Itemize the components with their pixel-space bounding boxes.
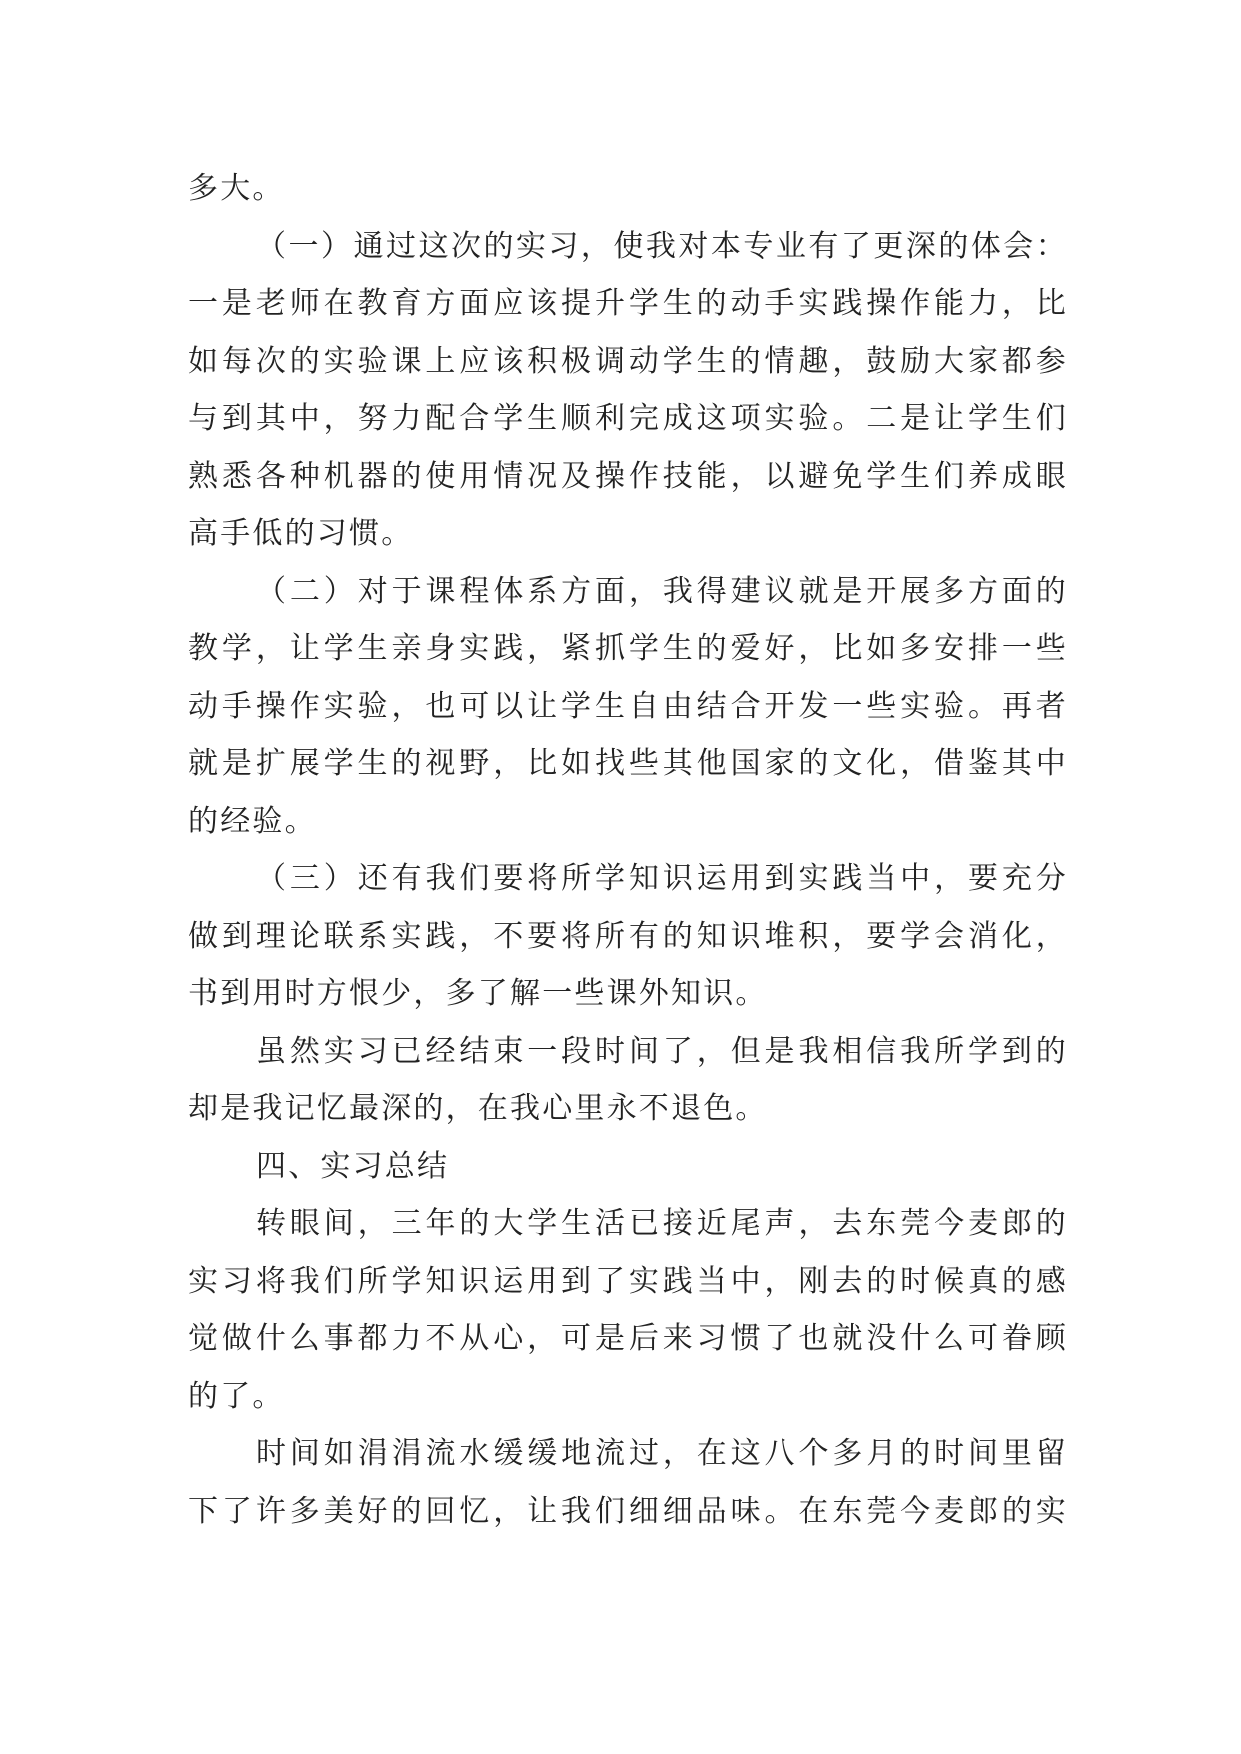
text-line: 动手操作实验，也可以让学生自由结合开发一些实验。再者 <box>188 688 1068 724</box>
text-line: 高手低的习惯。 <box>188 516 414 551</box>
text-line: 一是老师在教育方面应该提升学生的动手实践操作能力，比 <box>188 286 1068 321</box>
text-line: 熟悉各种机器的使用情况及操作技能，以避免学生们养成眼 <box>188 458 1068 494</box>
text-line: 如每次的实验课上应该积极调动学生的情趣，鼓励大家都参 <box>188 343 1068 379</box>
text-line: 时间如涓涓流水缓缓地流过，在这八个多月的时间里留 <box>256 1436 1068 1471</box>
text-line: 却是我记忆最深的，在我心里永不退色。 <box>188 1091 768 1126</box>
text-line: 书到用时方恨少，多了解一些课外知识。 <box>188 976 768 1011</box>
text-line: 下了许多美好的回忆，让我们细细品味。在东莞今麦郎的实 <box>188 1493 1068 1529</box>
text-line: 做到理论联系实践，不要将所有的知识堆积，要学会消化， <box>188 918 1068 954</box>
text-line: （二）对于课程体系方面，我得建议就是开展多方面的 <box>256 573 1068 609</box>
text-line: 转眼间，三年的大学生活已接近尾声，去东莞今麦郎的 <box>256 1206 1068 1241</box>
text-line: 就是扩展学生的视野，比如找些其他国家的文化，借鉴其中 <box>188 746 1068 781</box>
text-line: 与到其中，努力配合学生顺利完成这项实验。二是让学生们 <box>188 401 1068 436</box>
body-text <box>188 160 1068 1540</box>
text-line: 教学，让学生亲身实践，紧抓学生的爱好，比如多安排一些 <box>188 631 1068 666</box>
text-line: 的经验。 <box>188 803 317 839</box>
text-line: 觉做什么事都力不从心，可是后来习惯了也就没什么可眷顾 <box>188 1321 1068 1356</box>
text-line: 的了。 <box>188 1378 285 1414</box>
text-line: 多大。 <box>188 171 285 206</box>
text-line: 四、实习总结 <box>256 1148 450 1184</box>
text-line: 实习将我们所学知识运用到了实践当中，刚去的时候真的感 <box>188 1263 1068 1299</box>
text-line: 虽然实习已经结束一段时间了，但是我相信我所学到的 <box>256 1033 1068 1069</box>
text-line: （一）通过这次的实习，使我对本专业有了更深的体会： <box>256 228 1068 264</box>
text-line: （三）还有我们要将所学知识运用到实践当中，要充分 <box>256 861 1068 896</box>
